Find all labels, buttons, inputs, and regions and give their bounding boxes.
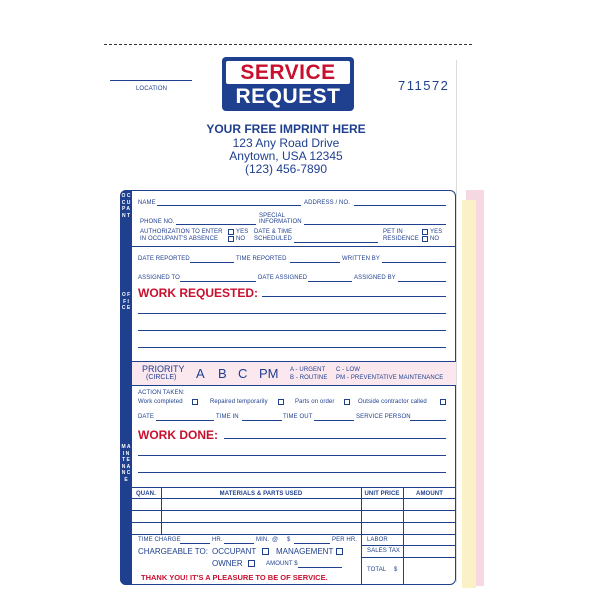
hr-label: HR. <box>212 537 223 543</box>
imprint-title: YOUR FREE IMPRINT HERE <box>206 122 366 136</box>
location-label: LOCATION <box>136 86 168 92</box>
form-number: 711572 <box>398 78 450 93</box>
phone-field[interactable] <box>176 224 256 225</box>
work-completed-label: Work completed <box>138 399 183 405</box>
table-header-rule <box>132 498 456 499</box>
work-done-heading: WORK DONE: <box>138 428 218 442</box>
work-done-line-2[interactable] <box>138 455 446 456</box>
auth-label-1: AUTHORIZATION TO ENTER <box>140 229 223 235</box>
date-field[interactable] <box>156 420 214 421</box>
parts-on-order-checkbox[interactable] <box>344 399 350 405</box>
total-label: TOTAL <box>367 567 387 573</box>
time-reported-field[interactable] <box>290 262 340 263</box>
date-scheduled-label-1: DATE & TIME <box>254 229 293 235</box>
pet-yes-checkbox[interactable] <box>422 229 428 235</box>
repaired-temp-checkbox[interactable] <box>278 399 284 405</box>
logo-service-text: SERVICE <box>240 61 336 84</box>
table-row-rule-1 <box>132 510 456 511</box>
auth-yes-label: YES <box>236 229 249 235</box>
outside-contractor-checkbox[interactable] <box>440 399 446 405</box>
outside-contractor-label: Outside contractor called <box>358 399 427 405</box>
time-out-label: TIME OUT <box>283 414 313 420</box>
action-taken-label: ACTION TAKEN: <box>138 390 185 396</box>
priority-pm[interactable]: PM <box>259 366 279 381</box>
amount-charge-field[interactable] <box>298 567 342 568</box>
quan-header: QUAN. <box>136 491 156 497</box>
thank-you-message: THANK YOU! IT'S A PLEASURE TO BE OF SERVICE. <box>141 573 328 582</box>
time-charge-label: TIME CHARGE <box>138 537 181 543</box>
assigned-by-label: ASSIGNED BY <box>354 275 396 281</box>
time-charge-hr-field[interactable] <box>180 543 210 544</box>
unit-price-header: UNIT PRICE <box>364 491 400 497</box>
owner-charge-checkbox[interactable] <box>248 560 255 567</box>
per-hr-label: PER HR. <box>332 537 358 543</box>
pet-label-2: RESIDENCE <box>383 236 419 242</box>
table-bottom-rule <box>132 534 456 535</box>
address-label: ADDRESS / NO. <box>304 200 350 206</box>
name-label: NAME <box>138 200 156 206</box>
written-by-label: WRITTEN BY <box>342 256 380 262</box>
section-bar <box>120 190 132 585</box>
priority-legend-c: C - LOW <box>336 367 361 373</box>
time-in-field[interactable] <box>242 420 282 421</box>
work-requested-line-1[interactable] <box>262 296 446 297</box>
amount-header: AMOUNT <box>416 491 443 497</box>
priority-b[interactable]: B <box>218 366 227 381</box>
service-request-logo <box>222 57 354 111</box>
occupant-charge-label: OCCUPANT <box>212 547 257 556</box>
work-requested-line-3[interactable] <box>138 330 446 331</box>
written-by-field[interactable] <box>382 262 446 263</box>
special-field[interactable] <box>304 224 446 225</box>
work-completed-checkbox[interactable] <box>192 399 198 405</box>
special-label-1: SPECIAL <box>259 213 286 219</box>
date-reported-label: DATE REPORTED <box>138 256 190 262</box>
pet-label-1: PET IN <box>383 229 403 235</box>
divider-occupant <box>120 246 456 247</box>
address-field[interactable] <box>354 205 446 206</box>
amount-charge-label: AMOUNT $ <box>266 561 298 567</box>
pet-no-checkbox[interactable] <box>422 236 428 242</box>
assigned-by-field[interactable] <box>398 281 446 282</box>
service-person-label: SERVICE PERSON <box>356 414 411 420</box>
pet-yes-label: YES <box>430 229 443 235</box>
date-assigned-field[interactable] <box>308 281 352 282</box>
priority-label: PRIORITY <box>142 364 185 374</box>
date-assigned-label: DATE ASSIGNED <box>258 275 308 281</box>
work-done-line-3[interactable] <box>138 472 446 473</box>
auth-yes-checkbox[interactable] <box>228 229 234 235</box>
total-dollar-label: $ <box>394 567 398 573</box>
assigned-to-field[interactable] <box>180 281 256 282</box>
page-edge <box>456 60 457 582</box>
management-charge-label: MANAGEMENT <box>276 547 334 556</box>
table-row-rule-2 <box>132 522 456 523</box>
date-label: DATE <box>138 414 154 420</box>
management-charge-checkbox[interactable] <box>336 548 343 555</box>
work-requested-line-2[interactable] <box>138 313 446 314</box>
repaired-temp-label: Repaired temporarily <box>210 399 268 405</box>
section-office-label: O F F I C E <box>121 292 131 311</box>
occupant-charge-checkbox[interactable] <box>262 548 269 555</box>
name-field[interactable] <box>157 205 301 206</box>
auth-no-label: NO <box>236 236 246 242</box>
imprint-address2: Anytown, USA 12345 <box>229 149 343 163</box>
sales-tax-rule <box>361 557 456 558</box>
imprint-address1: 123 Any Road Drive <box>232 136 340 150</box>
perforation-line <box>104 44 472 45</box>
priority-legend-pm: PM - PREVENTATIVE MAINTENANCE <box>336 375 444 381</box>
assigned-to-label: ASSIGNED TO <box>138 275 180 281</box>
logo-request-text: REQUEST <box>235 85 341 108</box>
labor-label: LABOR <box>367 537 388 543</box>
phone-label: PHONE NO. <box>140 219 175 225</box>
labor-rule <box>361 545 456 546</box>
imprint-phone: (123) 456-7890 <box>244 162 328 176</box>
chargeable-to-label: CHARGEABLE TO: <box>138 547 208 556</box>
pet-no-label: NO <box>430 236 440 242</box>
table-col-rule-2 <box>361 487 362 585</box>
sales-tax-label: SALES TAX <box>367 548 401 554</box>
carbon-copy-yellow <box>462 200 476 588</box>
special-label-2: INFORMATION <box>259 219 302 225</box>
parts-on-order-label: Parts on order <box>295 399 335 405</box>
form-frame <box>120 190 456 585</box>
priority-a[interactable]: A <box>196 366 205 381</box>
location-line <box>110 80 192 81</box>
auth-no-checkbox[interactable] <box>228 236 234 242</box>
auth-label-2: IN OCCUPANT'S ABSENCE <box>140 236 219 242</box>
rate-field[interactable] <box>294 543 330 544</box>
work-done-line-1[interactable] <box>224 438 446 439</box>
time-charge-min-field[interactable] <box>224 543 254 544</box>
materials-header: MATERIALS & PARTS USED <box>219 491 303 497</box>
work-requested-heading: WORK REQUESTED: <box>138 286 258 300</box>
at-label: @ <box>272 537 279 543</box>
min-label: MIN. <box>256 537 270 543</box>
priority-circle-label: (CIRCLE) <box>146 374 177 381</box>
priority-c[interactable]: C <box>238 366 248 381</box>
time-out-field[interactable] <box>314 420 354 421</box>
owner-charge-label: OWNER <box>212 559 243 568</box>
date-reported-field[interactable] <box>190 262 234 263</box>
work-requested-line-4[interactable] <box>138 347 446 348</box>
section-maintenance-label: M A I N T E N A N C E <box>121 444 131 483</box>
rate-dollar-label: $ <box>287 537 291 543</box>
date-scheduled-label-2: SCHEDULED <box>254 236 292 242</box>
time-reported-label: TIME REPORTED <box>236 256 287 262</box>
section-occupant-label: O C C U P A N T <box>121 193 131 219</box>
priority-legend-a: A - URGENT <box>290 367 326 373</box>
table-top-rule <box>132 487 456 488</box>
date-scheduled-field[interactable] <box>294 242 378 243</box>
table-col-rule-3 <box>403 487 404 585</box>
service-person-field[interactable] <box>410 420 446 421</box>
priority-legend-b: B - ROUTINE <box>290 375 328 381</box>
time-in-label: TIME IN <box>216 414 239 420</box>
